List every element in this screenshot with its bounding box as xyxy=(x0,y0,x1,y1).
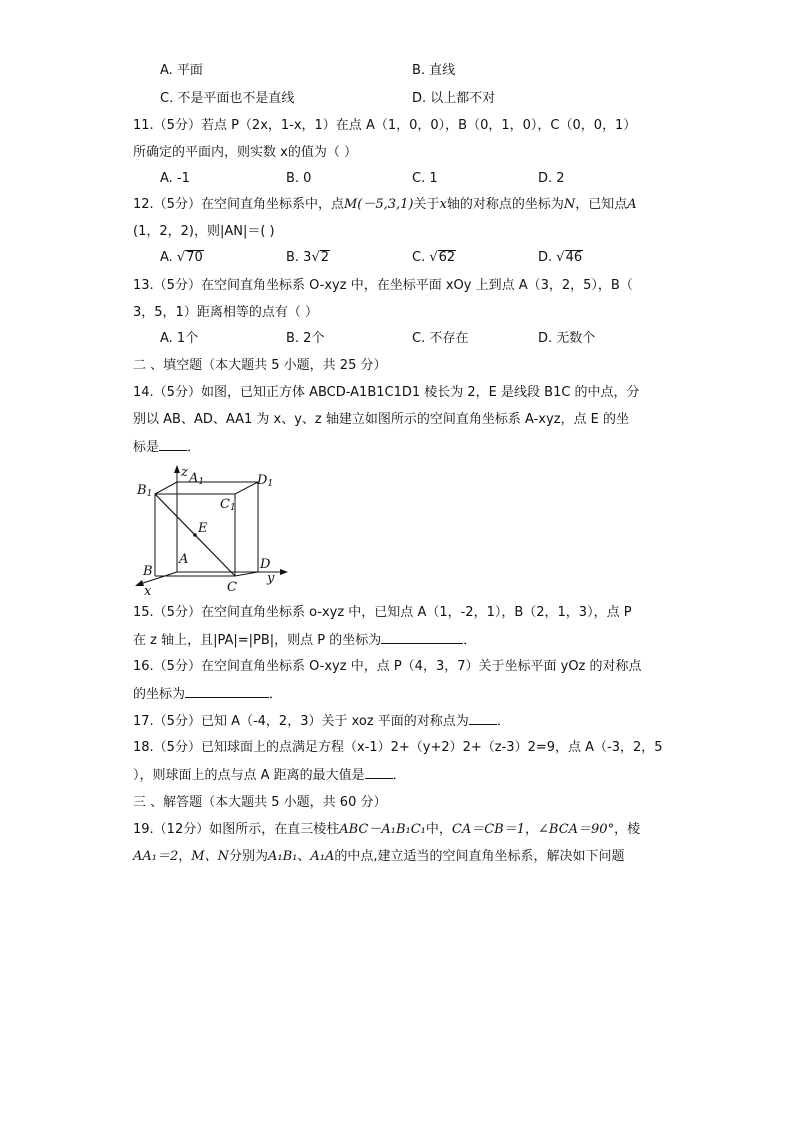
label-c: C xyxy=(227,580,237,595)
q12-text: 关于 xyxy=(413,197,440,212)
top-face xyxy=(155,482,258,494)
q11-option-a[interactable]: A. -1 xyxy=(160,171,190,186)
label-b1-main: B xyxy=(137,483,147,498)
q19-text: 中， xyxy=(425,822,452,837)
sqrt-radicand: 2 xyxy=(320,250,330,265)
q12-text: 轴的对称点的坐标为 xyxy=(446,197,564,212)
label-a1-main: A xyxy=(189,471,199,486)
label-b1 xyxy=(136,483,152,499)
q18-stem-line1: 18.（5分）已知球面上的点满足方程（x-1）2+（y+2）2+（z-3）2=9，点 A（-3，2，5 xyxy=(133,740,663,755)
q19-cond-angle: ∠BCA＝90° xyxy=(538,822,615,837)
label-x: x xyxy=(144,584,152,599)
q12-stem-line1 xyxy=(133,196,637,214)
q19-seg-a1b1: A₁B₁ xyxy=(267,849,298,864)
q12-option-a-label: A. xyxy=(160,250,173,265)
q17-text: ． xyxy=(496,714,510,729)
label-a1-sub: 1 xyxy=(198,477,205,487)
label-d1-main: D xyxy=(257,473,268,488)
q12-option-c-label: C. xyxy=(412,250,426,265)
sqrt-radicand: 70 xyxy=(186,250,203,265)
q12-stem-line2: (1，2，2)，则|AN|＝( ) xyxy=(133,224,275,239)
q18-stem-line2 xyxy=(133,766,406,785)
q19-text: ， xyxy=(525,822,539,837)
q19-prism: ABC－A₁B₁C₁ xyxy=(339,822,426,837)
q19-text: ，棱 xyxy=(614,822,641,837)
q12-option-b[interactable]: B. 3√2 xyxy=(286,250,330,265)
q12-point-a: A xyxy=(627,197,637,212)
q19-stem-line1 xyxy=(133,821,640,839)
q14-text: ． xyxy=(187,440,201,455)
sqrt-radicand: 46 xyxy=(565,250,583,265)
x-axis-arrow-icon xyxy=(135,580,144,586)
q13-stem-line1: 13.（5分）在空间直角坐标系 O-xyz 中，在坐标平面 xOy 上到点 A（3，2，5），B（ xyxy=(133,278,633,293)
q10-option-a[interactable]: A. 平面 xyxy=(160,63,203,78)
q10-option-d[interactable]: D. 以上都不对 xyxy=(412,91,496,106)
q15-text: ． xyxy=(463,633,477,648)
sqrt-radicand: 62 xyxy=(438,250,456,265)
q15-answer-blank[interactable] xyxy=(381,631,463,644)
label-b: B xyxy=(143,564,153,579)
q19-aa1: AA₁＝2 xyxy=(133,849,179,864)
q10-option-b[interactable]: B. 直线 xyxy=(412,63,456,78)
q16-text: 的坐标为 xyxy=(133,687,186,702)
q19-seg-a1a: A₁A xyxy=(310,849,335,864)
label-c1 xyxy=(220,497,236,513)
q16-stem-line2 xyxy=(133,685,282,704)
q11-option-d[interactable]: D. 2 xyxy=(538,171,565,186)
point-e xyxy=(193,533,197,537)
q15-stem-line2 xyxy=(133,631,476,650)
q19-text: 19.（12分）如图所示，在直三棱柱 xyxy=(133,822,340,837)
q16-text: ． xyxy=(269,687,283,702)
q14-text: 标是 xyxy=(133,440,160,455)
q15-stem-line1: 15.（5分）在空间直角坐标系 o-xyz 中，已知点 A（1，-2，1），B（2，1，3），点 P xyxy=(133,605,632,620)
label-c1-main: C xyxy=(220,497,230,512)
label-a1 xyxy=(188,471,204,487)
section-heading-fill-in: 二 、填空题（本大题共 5 小题，共 25 分） xyxy=(133,358,387,373)
label-d: D xyxy=(260,557,271,572)
q17-answer-blank[interactable] xyxy=(469,712,497,725)
label-c1-sub: 1 xyxy=(229,503,236,513)
q17-text: 17.（5分）已知 A（-4，2，3）关于 xoz 平面的对称点为 xyxy=(133,714,469,729)
q12-option-d-label: D. xyxy=(538,250,553,265)
q12-text: ，已知点 xyxy=(575,197,628,212)
q16-stem-line1: 16.（5分）在空间直角坐标系 O-xyz 中，点 P（4，3，7）关于坐标平面 yOz 的对称点 xyxy=(133,659,642,674)
q18-text: ），则球面上的点与点 A 距离的最大值是 xyxy=(133,768,365,783)
q19-text: 的中点,建立适当的空间直角坐标系，解决如下问题 xyxy=(334,849,625,864)
cube-coordinate-figure xyxy=(130,462,300,600)
q19-mn: M、N xyxy=(191,849,229,864)
label-d1-sub: 1 xyxy=(267,479,274,489)
q12-option-b-label: B. 3 xyxy=(286,250,312,265)
label-z: z xyxy=(181,465,188,480)
section-heading-solutions: 三 、解答题（本大题共 5 小题，共 60 分） xyxy=(133,795,387,810)
y-axis-arrow-icon xyxy=(280,569,288,575)
q18-text: ． xyxy=(392,768,406,783)
q19-cond-ca-cb: CA＝CB＝1 xyxy=(451,822,525,837)
q12-option-c[interactable]: C. √62 xyxy=(412,250,456,265)
q11-stem-line1: 11.（5分）若点 P（2x，1-x，1）在点 A（1，0，0），B（0，1，0），C（0，0，1） xyxy=(133,118,637,133)
q13-stem-line2: 3，5，1）距离相等的点有（ ） xyxy=(133,305,318,320)
q17-stem-line1 xyxy=(133,712,510,731)
q11-option-c[interactable]: C. 1 xyxy=(412,171,438,186)
right-face xyxy=(235,482,258,576)
q12-point-m: M(－5,3,1) xyxy=(343,197,414,212)
q12-text: 12.（5分）在空间直角坐标系中，点 xyxy=(133,197,344,212)
q12-option-a[interactable]: A. √70 xyxy=(160,250,203,265)
q12-point-n: N xyxy=(563,197,576,212)
q19-text: 、 xyxy=(297,849,311,864)
q19-stem-line2 xyxy=(133,848,625,866)
q18-answer-blank[interactable] xyxy=(365,766,393,779)
q13-option-b[interactable]: B. 2个 xyxy=(286,331,325,346)
label-b1-sub: 1 xyxy=(146,489,153,499)
q12-option-d[interactable]: D. √46 xyxy=(538,250,583,265)
q14-stem-line1: 14.（5分）如图，已知正方体 ABCD-A1B1C1D1 棱长为 2，E 是线段 B1C 的中点，分 xyxy=(133,385,640,400)
q12-axis-x: x xyxy=(439,197,447,212)
label-a: A xyxy=(179,552,189,567)
q19-text: ， xyxy=(178,849,192,864)
q14-stem-line3 xyxy=(133,438,200,457)
q13-option-c[interactable]: C. 不存在 xyxy=(412,331,469,346)
q13-option-d[interactable]: D. 无数个 xyxy=(538,331,596,346)
label-y: y xyxy=(267,571,275,586)
q11-option-b[interactable]: B. 0 xyxy=(286,171,312,186)
q13-option-a[interactable]: A. 1个 xyxy=(160,331,199,346)
q14-answer-blank[interactable] xyxy=(159,438,187,451)
label-e: E xyxy=(198,521,208,536)
q19-text: 分别为 xyxy=(228,849,268,864)
label-d1 xyxy=(256,473,273,489)
q10-option-c[interactable]: C. 不是平面也不是直线 xyxy=(160,91,295,106)
q14-stem-line2: 别以 AB、AD、AA1 为 x、y、z 轴建立如图所示的空间直角坐标系 A-xyz，点 E 的坐 xyxy=(133,412,629,427)
z-axis-arrow-icon xyxy=(174,465,180,473)
q11-stem-line2: 所确定的平面内，则实数 x的值为（ ） xyxy=(133,145,357,160)
q15-text: 在 z 轴上，且|PA|=|PB|，则点 P 的坐标为 xyxy=(133,633,382,648)
q16-answer-blank[interactable] xyxy=(185,685,269,698)
